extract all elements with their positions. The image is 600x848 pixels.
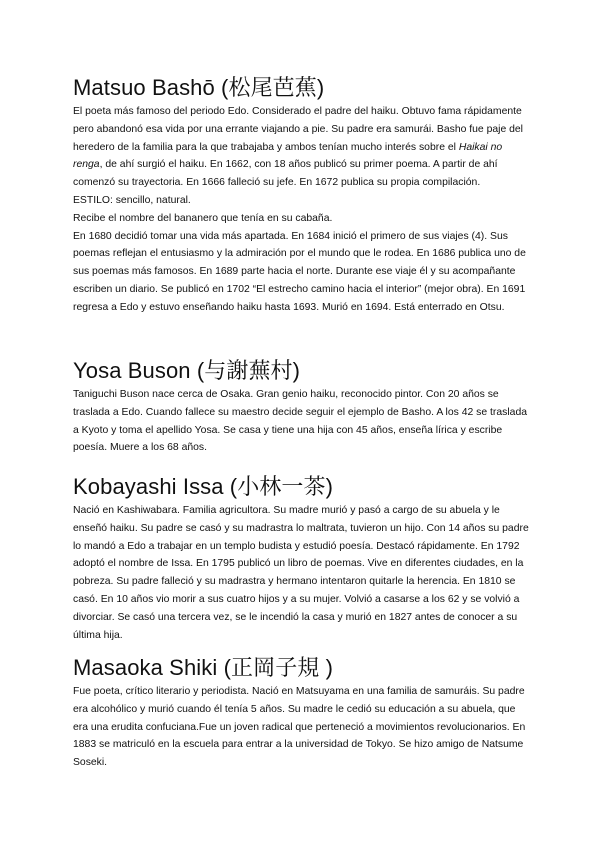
section-issa: [73, 473, 533, 644]
section-body: [73, 386, 533, 457]
paragraph: Recibe el nombre del bananero que tenía en su cabaña.: [73, 212, 333, 224]
paragraph-text: , de ahí surgió el haiku. En 1662, con 18 años publicó su primer poema. A partir de ahí comenzó su trayectoria. En 1666 falleció su jefe. En 1672 publica su propia compilación.: [73, 159, 498, 189]
section-title: Masaoka Shiki (正岡子規 ): [73, 655, 334, 680]
section-body: [73, 502, 533, 644]
section-shiki: [73, 654, 533, 772]
section-body: [73, 683, 533, 772]
section-title: Matsuo Bashō (松尾芭蕉): [73, 75, 325, 100]
section-title: Kobayashi Issa (小林一茶): [73, 474, 334, 499]
paragraph: [73, 103, 533, 192]
paragraph: En 1680 decidió tomar una vida más apartada. En 1684 inició el primero de sus viajes (4). Sus poemas reflejan el entusiasmo y la admiración por el mundo que le rodea. En 1686 publica uno de sus poemas más famosos. En 1689 parte hacia el norte. Durante ese viaje él y su acompañante escriben un diario. Se publicó en 1702 “El estrecho camino hacia el interior” (mejor obra). En 1691 regresa a Edo y estuvo enseñando haiku hasta 1693. Murió en 1694. Está enterrado en Otsu.: [73, 230, 526, 313]
section-body: [73, 103, 533, 317]
paragraph: ESTILO: sencillo, natural.: [73, 194, 191, 206]
section-basho: [73, 74, 533, 317]
paragraph-text: El poeta más famoso del periodo Edo. Considerado el padre del haiku. Obtuvo fama rápidamente pero abandonó esa vida por una errante viajando a pie. Su padre era samurái. Basho fue paje del heredero de la familia para la que trabajaba y ambos tenían mucho interés sobre el: [73, 106, 523, 153]
section-title: Yosa Buson (与謝蕪村): [73, 358, 301, 383]
paragraph: Nació en Kashiwabara. Familia agricultora. Su madre murió y pasó a cargo de su abuela y le enseñó haiku. Su padre se casó y su madrastra lo maltrata, tuvieron un hijo. Con 14 años su padre lo mandó a Edo a trabajar en un templo budista y estudió poesía. Destacó rápidamente. En 1792 adoptó el nombre de Issa. En 1795 publicó un libro de poemas. Vive en diferentes ciudades, en la pobreza. Su padre falleció y su madrastra y hermano intentaron quitarle la herencia. En 1810 se casó. En 10 años vio morir a sus cuatro hijos y a su mujer. Volvió a casarse a los 62 y se volvió a divorciar. Se casó una tercera vez, se le incendió la casa y murió en 1827 antes de conocer a su última hija.: [73, 505, 529, 641]
paragraph: Taniguchi Buson nace cerca de Osaka. Gran genio haiku, reconocido pintor. Con 20 años se traslada a Edo. Cuando fallece su maestro decide seguir el ejemplo de Basho. A los 42 se traslada a Kyoto y toma el apellido Yosa. Se casa y tiene una hija con 45 años, enseña lírica y escribe poesía. Muere a los 68 años.: [73, 389, 528, 454]
section-buson: [73, 357, 533, 457]
paragraph: Fue poeta, crítico literario y periodista. Nació en Matsuyama en una familia de samuráis. Su padre era alcohólico y murió cuando él tenía 5 años. Su madre le cedió su educación a su abuela, que era una erudita confuciana.Fue un joven radical que perteneció a movimientos revolucionarios. En 1883 se matriculó en la escuela para entrar a la universidad de Tokyo. Se hizo amigo de Natsume Soseki.: [73, 686, 526, 769]
italic-term: Haikai no renga: [73, 141, 503, 171]
